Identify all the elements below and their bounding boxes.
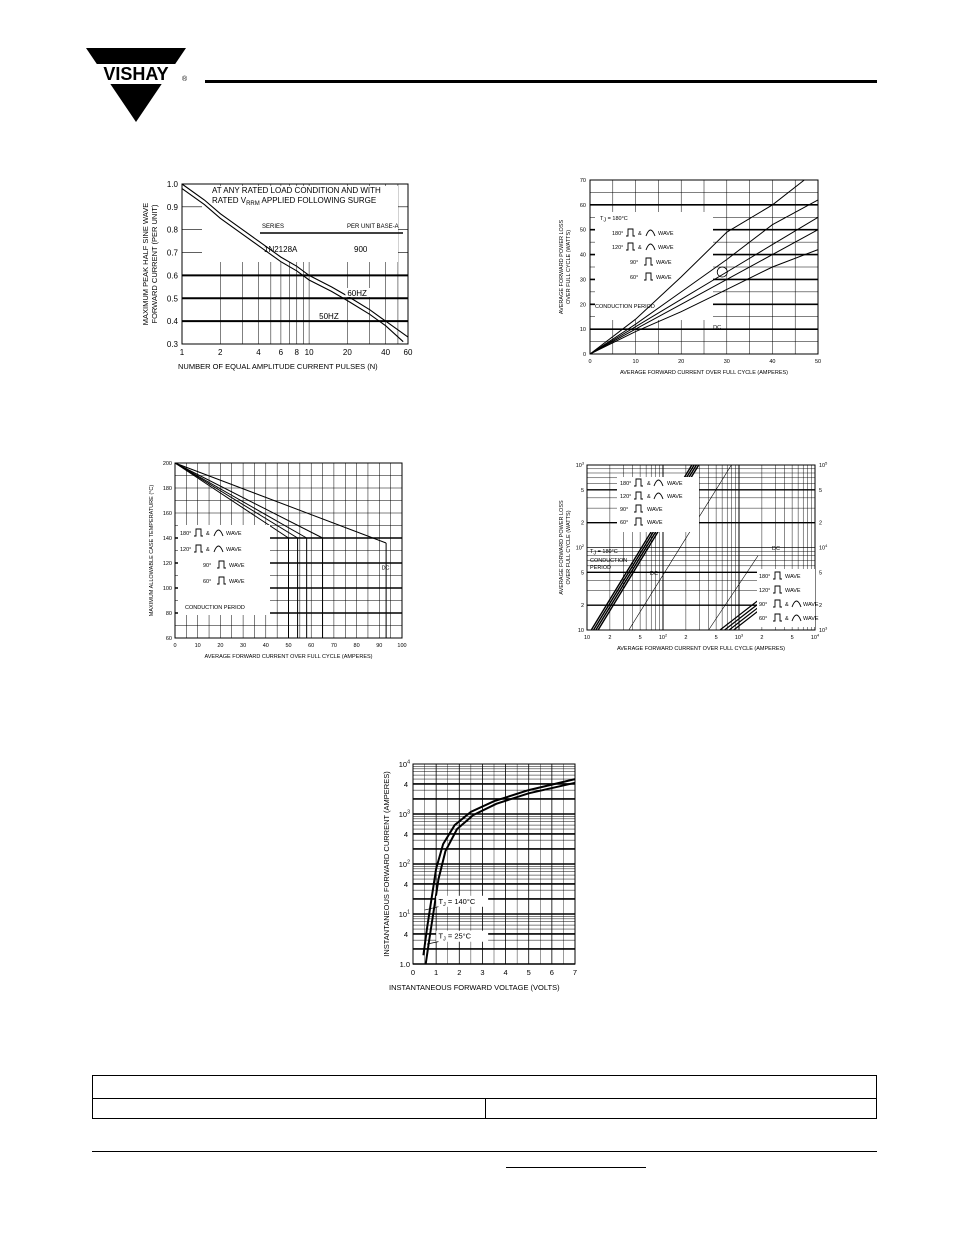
y-tick-label: $10^3$ [398, 809, 410, 819]
y-tick-label: 1.0 [166, 180, 178, 189]
legend-amp-1: & [647, 494, 651, 500]
legend-amp-0: & [647, 481, 651, 487]
x-tick-label: 1 [179, 348, 185, 357]
x-tick-label: 10 [583, 635, 591, 641]
y-tick-label: 70 [579, 178, 586, 184]
x-tick-label: $10^2$ [658, 633, 668, 641]
y-tick-label: $10^1$ [398, 909, 410, 919]
tj-140-label: $T_J = 140^\circ C$ [438, 896, 476, 908]
y-axis-label-2: FORWARD CURRENT (PER UNIT) [150, 204, 159, 324]
legend-angle-1: 120° [612, 245, 624, 251]
y-axis-label-1: AVERAGE FORWARD POWER LOSS [559, 500, 565, 595]
x-tick-label: 10 [194, 643, 201, 649]
series-value: 1N2128A [264, 245, 298, 254]
x-tick-label: 0 [173, 643, 177, 649]
x-tick-label: 40 [381, 348, 391, 357]
y-tick-label: 0.9 [166, 202, 178, 212]
legend-angle-1: 120° [180, 547, 192, 553]
legend-angle-0: 180° [612, 231, 624, 237]
y-tick-label: 80 [165, 611, 172, 617]
x-tick-label: 0 [410, 968, 416, 977]
y-tick-label: $10^2$ [398, 859, 410, 869]
y-axis-label: MAXIMUM ALLOWABLE CASE TEMPERATURE (°C) [149, 484, 155, 617]
y-tick-label: 30 [579, 277, 586, 284]
x-tick-label: 5 [790, 635, 794, 641]
legend-wave-3: WAVE [647, 520, 663, 526]
surge-current-svg [140, 172, 420, 377]
x-tick-label: 2 [684, 635, 688, 641]
label-50hz: 50HZ [319, 311, 339, 321]
x-tick-label: 10 [632, 359, 639, 365]
lower-legend-wave-3: WAVE [803, 616, 819, 622]
y-minor-tick-label: 4 [403, 779, 408, 789]
left-tick-label: 10 [577, 628, 584, 634]
legend-angle-2: 90° [203, 563, 212, 569]
lower-legend-angle-2: 90° [759, 602, 768, 608]
forward-iv-chart [375, 738, 590, 1000]
y-minor-tick-label: 4 [403, 879, 408, 889]
y-tick-label: 1.0 [399, 960, 410, 969]
power-loss-log-chart [555, 455, 835, 660]
x-tick-label: 0 [588, 359, 592, 365]
x-axis-label: AVERAGE FORWARD CURRENT OVER FULL CYCLE (AMPERES) [620, 370, 788, 376]
x-tick-label: 7 [572, 968, 578, 977]
lower-legend-angle-3: 60° [759, 616, 768, 622]
x-tick-label: 40 [769, 359, 776, 365]
legend-amp-1: & [638, 245, 642, 251]
y-tick-label: 140 [162, 536, 172, 542]
right-tick-label: $10^4$ [819, 544, 828, 552]
footer-table-header-row [93, 1076, 876, 1099]
left-tick-label: $10^3$ [575, 461, 584, 469]
annotation-line1: AT ANY RATED LOAD CONDITION AND WITH [212, 186, 381, 195]
forward-iv-svg [375, 738, 590, 1000]
x-tick-label: 80 [353, 643, 360, 649]
lower-legend-angle-0: 180° [759, 574, 771, 580]
dc-label: DC [713, 325, 722, 332]
dc-label: DC [381, 565, 390, 572]
tj-label: TJ = 180°C [590, 549, 618, 557]
y-tick-label: 60 [579, 202, 586, 209]
y-axis-label: INSTANTANEOUS FORWARD CURRENT (AMPERES) [382, 771, 391, 957]
legend-angle-3: 60° [630, 275, 639, 281]
vishay-logo [86, 42, 186, 124]
right-tick-label: 5 [819, 570, 823, 577]
legend-angle-3: 60° [203, 579, 212, 585]
tj-25-label: $T_J = 25^\circ C$ [438, 931, 472, 943]
x-tick-label: 2 [457, 968, 462, 977]
x-tick-label: 20 [217, 643, 224, 649]
right-tick-label: $10^5$ [819, 461, 828, 469]
x-tick-label: 20 [678, 359, 685, 365]
x-tick-label: 50 [814, 359, 822, 365]
conduction-period-label: CONDUCTION PERIOD [185, 605, 245, 611]
x-axis-label: AVERAGE FORWARD CURRENT OVER FULL CYCLE (AMPERES) [617, 646, 785, 652]
x-tick-label: 4 [256, 348, 261, 357]
x-tick-label: 50 [285, 643, 292, 649]
legend-wave-1: WAVE [658, 245, 674, 251]
y-tick-label: 0.8 [166, 225, 178, 235]
legend-wave-1: WAVE [667, 494, 683, 500]
y-minor-tick-label: 4 [403, 829, 408, 839]
left-tick-label: 5 [580, 487, 584, 494]
x-tick-label: 2 [760, 635, 764, 641]
header-rule [205, 80, 877, 83]
y-tick-label: 180 [162, 486, 172, 492]
y-tick-label: 0.3 [166, 340, 178, 349]
y-tick-label: $10^4$ [398, 759, 410, 769]
case-temperature-svg [145, 455, 410, 665]
case-temperature-chart [145, 455, 410, 665]
dc-label-left: DC [650, 571, 658, 577]
legend-amp-0: & [206, 531, 210, 537]
y-tick-label: 100 [162, 586, 172, 592]
y-tick-label: 60 [165, 636, 172, 642]
lower-legend-amp-3: & [785, 616, 789, 622]
footer-table [92, 1075, 877, 1119]
footer-short-rule [506, 1167, 646, 1168]
y-axis-label-1: AVERAGE FORWARD POWER LOSS [559, 219, 565, 315]
left-tick-label: 2 [580, 520, 584, 527]
logo-registered-mark: ® [182, 76, 188, 83]
x-tick-label: 3 [480, 968, 485, 977]
legend-wave-0: WAVE [658, 231, 674, 237]
power-loss-linear-chart [555, 172, 830, 387]
x-tick-label: $10^4$ [810, 633, 820, 641]
legend-wave-2: WAVE [229, 563, 245, 569]
x-axis-label: AVERAGE FORWARD CURRENT OVER FULL CYCLE (AMPERES) [204, 654, 373, 660]
x-tick-label: 8 [294, 348, 300, 357]
base-value: 900 [354, 245, 368, 254]
y-tick-label: 0 [582, 352, 586, 358]
x-tick-label: 20 [342, 348, 352, 357]
y-tick-label: 10 [579, 327, 586, 334]
conduction-period-label: CONDUCTION PERIOD [595, 304, 655, 310]
x-tick-label: 60 [308, 643, 315, 649]
legend-angle-3: 60° [620, 520, 629, 526]
curve-140°C [423, 779, 575, 955]
left-tick-label: $10^2$ [575, 544, 584, 552]
x-tick-label: 10 [304, 348, 314, 357]
legend-angle-2: 90° [620, 507, 629, 513]
y-axis-label-2: OVER FULL CYCLE (WATTS) [566, 229, 572, 305]
y-axis-label-2: OVER FULL CYCLE (WATTS) [566, 510, 572, 585]
col-series-header: SERIES [262, 224, 285, 230]
legend-wave-2: WAVE [656, 260, 672, 266]
legend-wave-3: WAVE [656, 275, 672, 281]
lower-legend-wave-1: WAVE [785, 588, 801, 594]
right-tick-label: $10^3$ [819, 626, 828, 634]
dc-label-right: DC [772, 546, 780, 552]
right-tick-label: 2 [819, 603, 823, 610]
x-tick-label: 1 [434, 968, 439, 977]
x-tick-label: $10^3$ [734, 633, 744, 641]
power-loss-linear-svg [555, 172, 830, 387]
annotation-line2: RATED $V_{RRM}$ APPLIED FOLLOWING SURGE [212, 196, 377, 207]
x-tick-label: 4 [503, 968, 508, 977]
x-tick-label: 2 [218, 348, 223, 357]
tj-label: TJ = 180°C [600, 216, 628, 224]
legend-wave-2: WAVE [647, 507, 663, 513]
x-tick-label: 100 [397, 643, 407, 649]
conduction-label: CONDUCTION [590, 558, 628, 564]
y-tick-label: 0.5 [166, 294, 178, 304]
legend-amp-0: & [638, 231, 642, 237]
y-tick-label: 200 [162, 461, 172, 467]
limit-circle [717, 267, 727, 277]
y-minor-tick-label: 4 [403, 929, 408, 939]
legend-wave-0: WAVE [667, 481, 683, 487]
y-tick-label: 120 [162, 561, 172, 567]
legend-angle-1: 120° [620, 494, 632, 500]
lower-legend-wave-0: WAVE [785, 574, 801, 580]
x-axis-label: INSTANTANEOUS FORWARD VOLTAGE (VOLTS) [389, 983, 560, 992]
x-tick-label: 5 [714, 635, 718, 641]
col-base-header: PER UNIT BASE-A [347, 224, 399, 230]
legend-amp-1: & [206, 547, 210, 553]
legend-wave-0: WAVE [226, 531, 242, 537]
x-tick-label: 2 [608, 635, 612, 641]
y-tick-label: 0.4 [166, 317, 178, 327]
legend-angle-0: 180° [620, 481, 632, 487]
right-tick-label: 5 [819, 487, 823, 494]
y-tick-label: 160 [162, 511, 172, 517]
x-tick-label: 6 [549, 968, 554, 977]
x-tick-label: 5 [638, 635, 642, 641]
footer-rule [92, 1151, 877, 1152]
legend-wave-1: WAVE [226, 547, 242, 553]
lower-legend-angle-1: 120° [759, 588, 771, 594]
period-label: PERIOD [590, 565, 612, 571]
left-tick-label: 5 [580, 570, 584, 577]
x-tick-label: 30 [240, 643, 247, 649]
legend-box [178, 525, 270, 615]
x-tick-label: 70 [330, 643, 337, 649]
x-tick-label: 40 [262, 643, 269, 649]
legend-wave-3: WAVE [229, 579, 245, 585]
x-tick-label: 5 [526, 968, 531, 977]
y-tick-label: 0.7 [166, 248, 178, 258]
lower-legend-amp-2: & [785, 602, 789, 608]
label-60hz: 60HZ [347, 289, 367, 298]
power-loss-log-svg [555, 455, 835, 660]
x-axis-label: NUMBER OF EQUAL AMPLITUDE CURRENT PULSES (N) [178, 362, 378, 371]
y-axis-label-1: MAXIMUM PEAK HALF SINE WAVE [141, 202, 150, 326]
y-tick-label: 40 [579, 252, 586, 259]
right-tick-label: 2 [819, 520, 823, 527]
left-tick-label: 2 [580, 603, 584, 610]
surge-current-chart [140, 172, 420, 377]
x-tick-label: 30 [723, 359, 730, 365]
y-tick-label: 20 [579, 302, 586, 309]
legend-angle-0: 180° [180, 531, 192, 537]
y-tick-label: 0.6 [166, 271, 178, 281]
x-tick-label: 6 [278, 348, 284, 357]
footer-table-left-cell [93, 1098, 486, 1118]
lower-legend-wave-2: WAVE [803, 602, 819, 608]
x-tick-label: 90 [376, 643, 383, 649]
x-tick-label: 60 [403, 348, 413, 357]
legend-angle-2: 90° [630, 260, 639, 266]
y-tick-label: 50 [579, 227, 586, 234]
logo-text: VISHAY [103, 64, 169, 84]
